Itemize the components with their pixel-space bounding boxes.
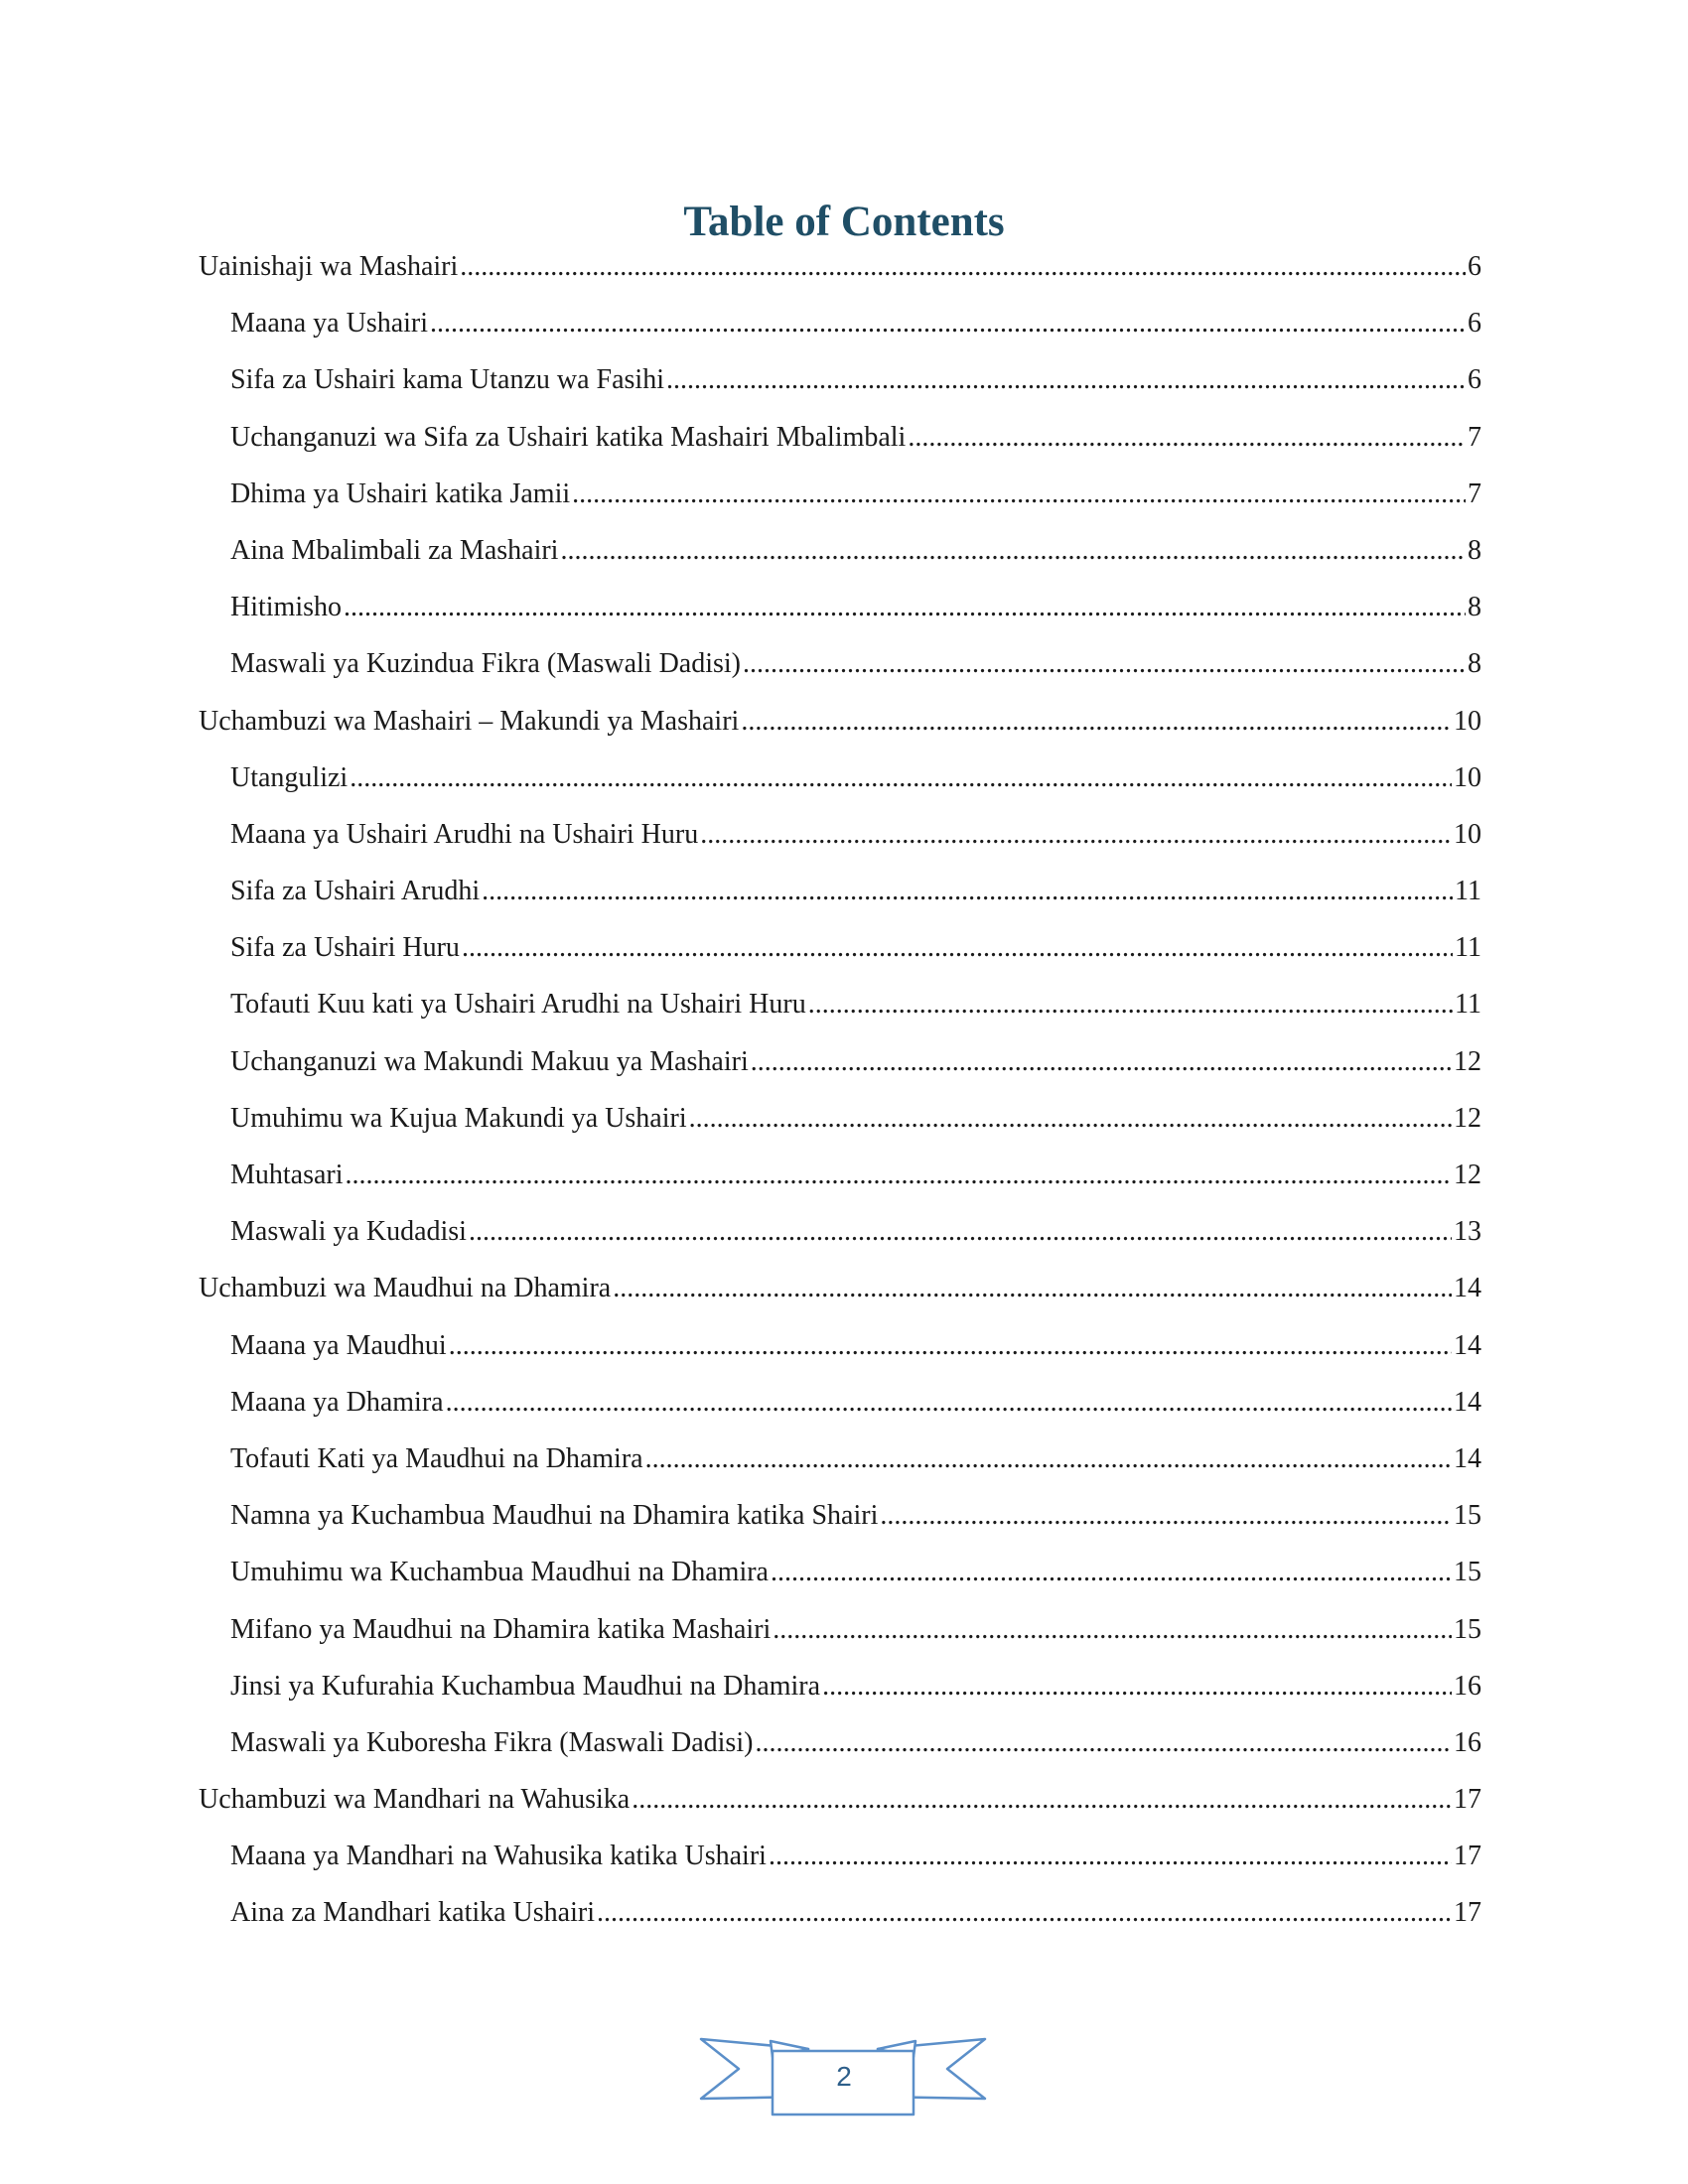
toc-entry-label: Tofauti Kuu kati ya Ushairi Arudhi na Ushairi Huru [230,989,806,1021]
toc-entry-section[interactable] [199,928,1481,985]
toc-dot-leader [597,1893,1452,1933]
toc-dot-leader [880,1496,1452,1536]
toc-entry-label: Aina Mbalimbali za Mashairi [230,534,559,566]
toc-entry-page-number: 15 [1454,1613,1481,1645]
toc-entry-section[interactable] [199,418,1481,475]
toc-dot-leader [773,1610,1452,1650]
toc-entry-page-number: 7 [1468,421,1481,453]
toc-entry-label: Aina za Mandhari katika Ushairi [230,1897,595,1929]
toc-entry-page-number: 8 [1468,592,1481,623]
toc-entry-page-number: 11 [1455,876,1481,907]
toc-entry-section[interactable] [199,872,1481,928]
toc-entry-label: Maswali ya Kudadisi [230,1216,467,1248]
toc-entry-section[interactable] [199,985,1481,1041]
toc-entry-chapter[interactable] [199,247,1481,304]
toc-entry-label: Maana ya Maudhui [230,1329,447,1361]
toc-entry-page-number: 14 [1454,1329,1481,1361]
toc-entry-section[interactable] [199,1099,1481,1156]
toc-dot-leader [700,815,1452,855]
toc-entry-label: Sifa za Ushairi Huru [230,932,460,964]
toc-entry-section[interactable] [199,475,1481,531]
toc-dot-leader [344,588,1466,627]
toc-dot-leader [645,1439,1452,1479]
toc-entry-label: Uchambuzi wa Mandhari na Wahusika [199,1784,631,1816]
toc-entry-page-number: 6 [1468,308,1481,340]
toc-entry-label: Umuhimu wa Kujua Makundi ya Ushairi [230,1102,687,1134]
toc-entry-section[interactable] [199,588,1481,644]
toc-entry-page-number: 14 [1454,1273,1481,1304]
toc-entry-section[interactable] [199,1553,1481,1609]
toc-entry-section[interactable] [199,1439,1481,1496]
toc-entry-label: Uchambuzi wa Maudhui na Dhamira [199,1273,612,1304]
toc-entry-section[interactable] [199,531,1481,588]
toc-entry-label: Maana ya Dhamira [230,1386,444,1418]
toc-entry-label: Uchanganuzi wa Makundi Makuu ya Mashairi [230,1045,749,1077]
toc-entry-page-number: 13 [1454,1216,1481,1248]
toc-entry-chapter[interactable] [199,702,1481,758]
toc-entry-page-number: 11 [1455,989,1481,1021]
toc-entry-label: Umuhimu wa Kuchambua Maudhui na Dhamira [230,1557,769,1588]
toc-dot-leader [430,304,1466,343]
toc-dot-leader [613,1269,1452,1308]
toc-entry-page-number: 17 [1454,1897,1481,1929]
toc-entry-section[interactable] [199,1667,1481,1723]
toc-dot-leader [350,758,1452,798]
toc-entry-page-number: 8 [1468,534,1481,566]
toc-dot-leader [572,475,1466,514]
toc-entry-label: Dhima ya Ushairi katika Jamii [230,478,571,509]
toc-entry-label: Tofauti Kati ya Maudhui na Dhamira [230,1442,643,1474]
toc-entry-chapter[interactable] [199,1269,1481,1325]
toc-entry-section[interactable] [199,304,1481,360]
table-of-contents [199,247,1481,1951]
toc-dot-leader [741,702,1452,742]
toc-dot-leader [449,1326,1452,1366]
toc-entry-page-number: 12 [1454,1160,1481,1190]
toc-entry-label: Namna ya Kuchambua Maudhui na Dhamira katika Shairi [230,1500,879,1532]
toc-entry-label: Mifano ya Maudhui na Dhamira katika Mashairi [230,1613,772,1645]
toc-dot-leader [632,1780,1452,1820]
toc-entry-section[interactable] [199,1610,1481,1667]
toc-entry-page-number: 17 [1454,1841,1481,1872]
toc-dot-leader [482,872,1453,911]
toc-entry-section[interactable] [199,1042,1481,1099]
toc-dot-leader [560,531,1466,571]
toc-entry-page-number: 7 [1468,478,1481,509]
toc-dot-leader [460,247,1466,287]
toc-entry-page-number: 6 [1468,251,1481,282]
toc-entry-page-number: 14 [1454,1386,1481,1418]
toc-entry-section[interactable] [199,1893,1481,1950]
toc-entry-page-number: 6 [1468,364,1481,396]
toc-dot-leader [751,1042,1452,1082]
page-number: 2 [836,2061,852,2092]
toc-entry-label: Uainishaji wa Mashairi [199,251,459,282]
toc-dot-leader [822,1667,1452,1706]
toc-entry-page-number: 8 [1468,648,1481,680]
toc-entry-section[interactable] [199,1383,1481,1439]
toc-entry-page-number: 15 [1454,1500,1481,1532]
toc-dot-leader [689,1099,1452,1139]
toc-entry-page-number: 12 [1454,1102,1481,1134]
toc-entry-label: Hitimisho [230,592,343,623]
toc-entry-page-number: 10 [1454,818,1481,850]
toc-entry-label: Maana ya Ushairi [230,308,429,340]
toc-entry-label: Sifa za Ushairi Arudhi [230,876,481,907]
toc-entry-page-number: 15 [1454,1557,1481,1588]
toc-entry-label: Jinsi ya Kufurahia Kuchambua Maudhui na Dhamira [230,1670,821,1702]
toc-dot-leader [469,1212,1452,1252]
toc-dot-leader [346,1156,1452,1195]
toc-dot-leader [755,1723,1452,1763]
toc-entry-label: Utangulizi [230,761,349,793]
toc-entry-page-number: 16 [1454,1726,1481,1758]
toc-entry-label: Uchanganuzi wa Sifa za Ushairi katika Mashairi Mbalimbali [230,421,907,453]
toc-entry-label: Maswali ya Kuzindua Fikra (Maswali Dadisi) [230,648,741,680]
toc-dot-leader [666,360,1466,400]
toc-dot-leader [769,1837,1452,1876]
toc-entry-page-number: 14 [1454,1442,1481,1474]
toc-entry-page-number: 12 [1454,1045,1481,1077]
toc-entry-label: Muhtasari [230,1160,344,1190]
toc-entry-section[interactable] [199,360,1481,417]
toc-entry-section[interactable] [199,758,1481,815]
toc-entry-label: Maana ya Mandhari na Wahusika katika Ushairi [230,1841,767,1872]
toc-entry-label: Sifa za Ushairi kama Utanzu wa Fasihi [230,364,664,396]
toc-dot-leader [908,418,1466,458]
toc-entry-section[interactable] [199,1326,1481,1383]
toc-entry-section[interactable] [199,644,1481,701]
toc-entry-section[interactable] [199,1496,1481,1553]
toc-entry-page-number: 10 [1454,761,1481,793]
toc-dot-leader [462,928,1453,968]
toc-entry-section[interactable] [199,815,1481,872]
toc-dot-leader [771,1553,1452,1592]
toc-entry-section[interactable] [199,1212,1481,1269]
toc-entry-label: Maswali ya Kuboresha Fikra (Maswali Dadisi) [230,1726,754,1758]
toc-entry-section[interactable] [199,1837,1481,1893]
page-title: Table of Contents [683,199,1005,245]
toc-entry-chapter[interactable] [199,1780,1481,1837]
toc-entry-page-number: 10 [1454,705,1481,737]
toc-entry-page-number: 11 [1455,932,1481,964]
toc-entry-page-number: 16 [1454,1670,1481,1702]
toc-entry-label: Maana ya Ushairi Arudhi na Ushairi Huru [230,818,699,850]
toc-entry-page-number: 17 [1454,1784,1481,1816]
toc-dot-leader [808,985,1453,1024]
toc-dot-leader [446,1383,1452,1423]
toc-dot-leader [743,644,1466,684]
toc-entry-section[interactable] [199,1156,1481,1212]
toc-entry-section[interactable] [199,1723,1481,1780]
toc-entry-label: Uchambuzi wa Mashairi – Makundi ya Mashairi [199,705,740,737]
